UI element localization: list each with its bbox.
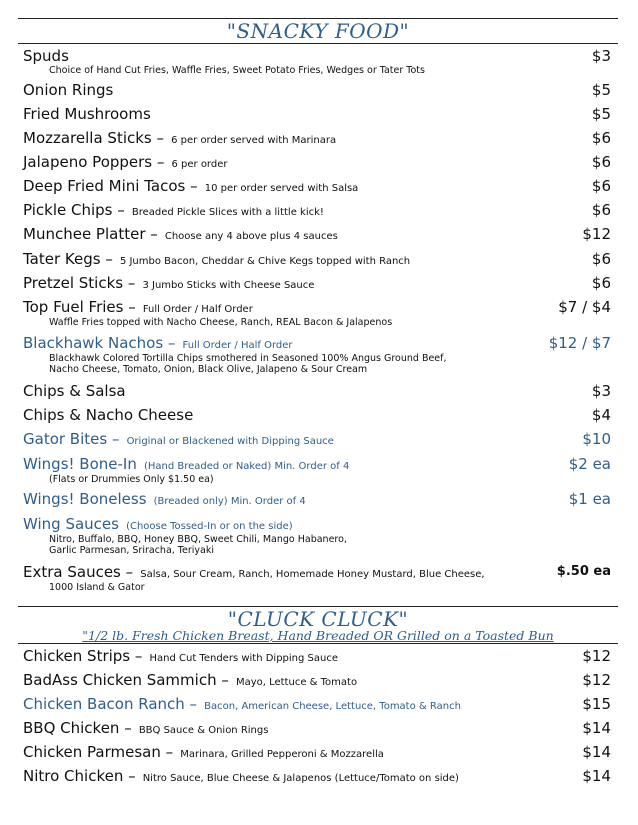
item-desc: BBQ Sauce & Onion Rings: [138, 725, 269, 736]
menu-item-gator-bites: [23, 428, 615, 450]
menu-item-munchee-platter: [23, 223, 615, 245]
item-price: $.50 ea: [556, 564, 611, 579]
item-price: $14: [582, 767, 611, 785]
item-name: Jalapeno Poppers –: [23, 153, 165, 171]
item-desc: 6 per order served with Marinara: [171, 135, 337, 146]
item-price: $3: [591, 382, 611, 400]
cluck-section-subtitle: "1/2 lb. Fresh Chicken Breast, Hand Breaded OR Grilled on a Toasted Bun: [82, 628, 554, 643]
item-price: $12 / $7: [548, 334, 611, 352]
item-desc: Breaded Pickle Slices with a little kick!: [131, 207, 324, 218]
item-desc: Bacon, American Cheese, Lettuce, Tomato & Ranch: [204, 701, 461, 712]
item-price: $4: [591, 406, 611, 424]
item-desc: (Breaded only) Min. Order of 4: [153, 496, 306, 507]
menu-item-wings-bone-in: [23, 453, 615, 485]
item-desc: (Choose Tossed-In or on the side): [126, 521, 293, 532]
menu-item-nitro-chicken: [23, 765, 615, 787]
item-price: $10: [582, 430, 611, 448]
item-note: Blackhawk Colored Tortilla Chips smothered in Seasoned 100% Angus Ground Beef,: [49, 353, 447, 364]
cluck-title-rule: [18, 643, 618, 644]
menu-item-tater-kegs: [23, 248, 615, 270]
item-name: Wings! Boneless: [23, 490, 147, 508]
item-name: Onion Rings: [23, 81, 114, 99]
item-price: $5: [591, 105, 611, 123]
item-name: Mozzarella Sticks –: [23, 129, 165, 147]
item-desc: Hand Cut Tenders with Dipping Sauce: [149, 653, 339, 664]
item-desc: Full Order / Half Order: [142, 304, 253, 315]
item-price: $14: [582, 719, 611, 737]
item-name: Pretzel Sticks –: [23, 274, 136, 292]
item-name: Spuds: [23, 47, 69, 65]
item-desc: Nitro Sauce, Blue Cheese & Jalapenos (Lettuce/Tomato on side): [142, 773, 459, 784]
item-price: $12: [582, 671, 611, 689]
item-desc: 3 Jumbo Sticks with Cheese Sauce: [142, 280, 315, 291]
item-price: $5: [591, 81, 611, 99]
item-name: Munchee Platter –: [23, 225, 158, 243]
item-name: Blackhawk Nachos –: [23, 334, 176, 352]
item-price: $1 ea: [568, 490, 611, 508]
menu-item-chicken-strips: [23, 645, 615, 667]
item-desc: 10 per order served with Salsa: [204, 183, 359, 194]
menu-item-bbq-chicken: [23, 717, 615, 739]
item-note: 1000 Island & Gator: [49, 582, 145, 593]
item-price: $12: [582, 647, 611, 665]
cluck-section-title: "CLUCK CLUCK": [227, 607, 409, 631]
snacky-section-title: "SNACKY FOOD": [226, 19, 410, 43]
item-name: Top Fuel Fries –: [23, 298, 136, 316]
item-name: Wings! Bone-In: [23, 455, 137, 473]
item-name: BadAss Chicken Sammich –: [23, 671, 229, 689]
menu-item-wings-boneless: [23, 488, 615, 510]
menu-item-chicken-parmesan: [23, 741, 615, 763]
item-name: Nitro Chicken –: [23, 767, 136, 785]
item-desc: Choose any 4 above plus 4 sauces: [164, 231, 338, 242]
item-desc: Full Order / Half Order: [182, 340, 293, 351]
menu-item-top-fuel-fries: [23, 296, 615, 328]
item-price: $2 ea: [568, 455, 611, 473]
menu-item-chicken-bacon-ranch: [23, 693, 615, 715]
item-name: Tater Kegs –: [23, 250, 113, 268]
item-note: (Flats or Drummies Only $1.50 ea): [49, 474, 214, 485]
menu-item-spuds: [23, 45, 615, 76]
item-desc: Marinara, Grilled Pepperoni & Mozzarella: [180, 749, 384, 760]
item-name: Gator Bites –: [23, 430, 120, 448]
item-name: Chicken Bacon Ranch –: [23, 695, 198, 713]
item-desc: (Hand Breaded or Naked) Min. Order of 4: [143, 461, 350, 472]
item-price: $7 / $4: [558, 298, 611, 316]
menu-item-mozzarella-sticks: [23, 127, 615, 149]
item-name: Chips & Salsa: [23, 382, 126, 400]
menu-item-onion-rings: [23, 79, 615, 101]
item-note: Garlic Parmesan, Sriracha, Teriyaki: [49, 545, 214, 556]
menu-item-extra-sauces: [23, 561, 615, 593]
item-name: Chips & Nacho Cheese: [23, 406, 194, 424]
item-price: $15: [582, 695, 611, 713]
item-name: Extra Sauces –: [23, 563, 134, 581]
item-name: Deep Fried Mini Tacos –: [23, 177, 198, 195]
menu-item-chips-nacho-cheese: [23, 404, 615, 426]
item-price: $14: [582, 743, 611, 761]
item-price: $6: [591, 129, 611, 147]
item-desc: Original or Blackened with Dipping Sauce: [126, 436, 334, 447]
menu-item-pickle-chips: [23, 199, 615, 221]
item-desc: Salsa, Sour Cream, Ranch, Homemade Honey Mustard, Blue Cheese,: [140, 569, 485, 580]
menu-item-pretzel-sticks: [23, 272, 615, 294]
menu-item-mini-tacos: [23, 175, 615, 197]
menu-item-blackhawk-nachos: [23, 332, 615, 375]
item-price: $6: [591, 201, 611, 219]
item-name: BBQ Chicken –: [23, 719, 132, 737]
item-name: Fried Mushrooms: [23, 105, 151, 123]
item-desc: 5 Jumbo Bacon, Cheddar & Chive Kegs topped with Ranch: [119, 256, 411, 267]
menu-item-chips-salsa: [23, 380, 615, 402]
item-price: $3: [591, 47, 611, 65]
item-desc: 6 per order: [171, 159, 228, 170]
item-price: $6: [591, 153, 611, 171]
item-name: Chicken Parmesan –: [23, 743, 174, 761]
item-note: Waffle Fries topped with Nacho Cheese, Ranch, REAL Bacon & Jalapenos: [49, 317, 393, 328]
item-note: Nacho Cheese, Tomato, Onion, Black Olive, Jalapeno & Sour Cream: [49, 364, 368, 375]
item-price: $12: [582, 225, 611, 243]
item-price: $6: [591, 250, 611, 268]
menu-item-fried-mushrooms: [23, 103, 615, 125]
item-note: Nitro, Buffalo, BBQ, Honey BBQ, Sweet Chili, Mango Habanero,: [49, 534, 347, 545]
item-name: Chicken Strips –: [23, 647, 143, 665]
item-name: Wing Sauces: [23, 515, 119, 533]
item-price: $6: [591, 274, 611, 292]
item-note: Choice of Hand Cut Fries, Waffle Fries, Sweet Potato Fries, Wedges or Tater Tots: [49, 65, 425, 76]
snacky-title-rule: [18, 43, 618, 44]
menu-item-jalapeno-poppers: [23, 151, 615, 173]
menu-item-badass-chicken-sammich: [23, 669, 615, 691]
item-price: $6: [591, 177, 611, 195]
menu-item-wing-sauces: [23, 513, 615, 556]
item-name: Pickle Chips –: [23, 201, 125, 219]
item-desc: Mayo, Lettuce & Tomato: [235, 677, 358, 688]
